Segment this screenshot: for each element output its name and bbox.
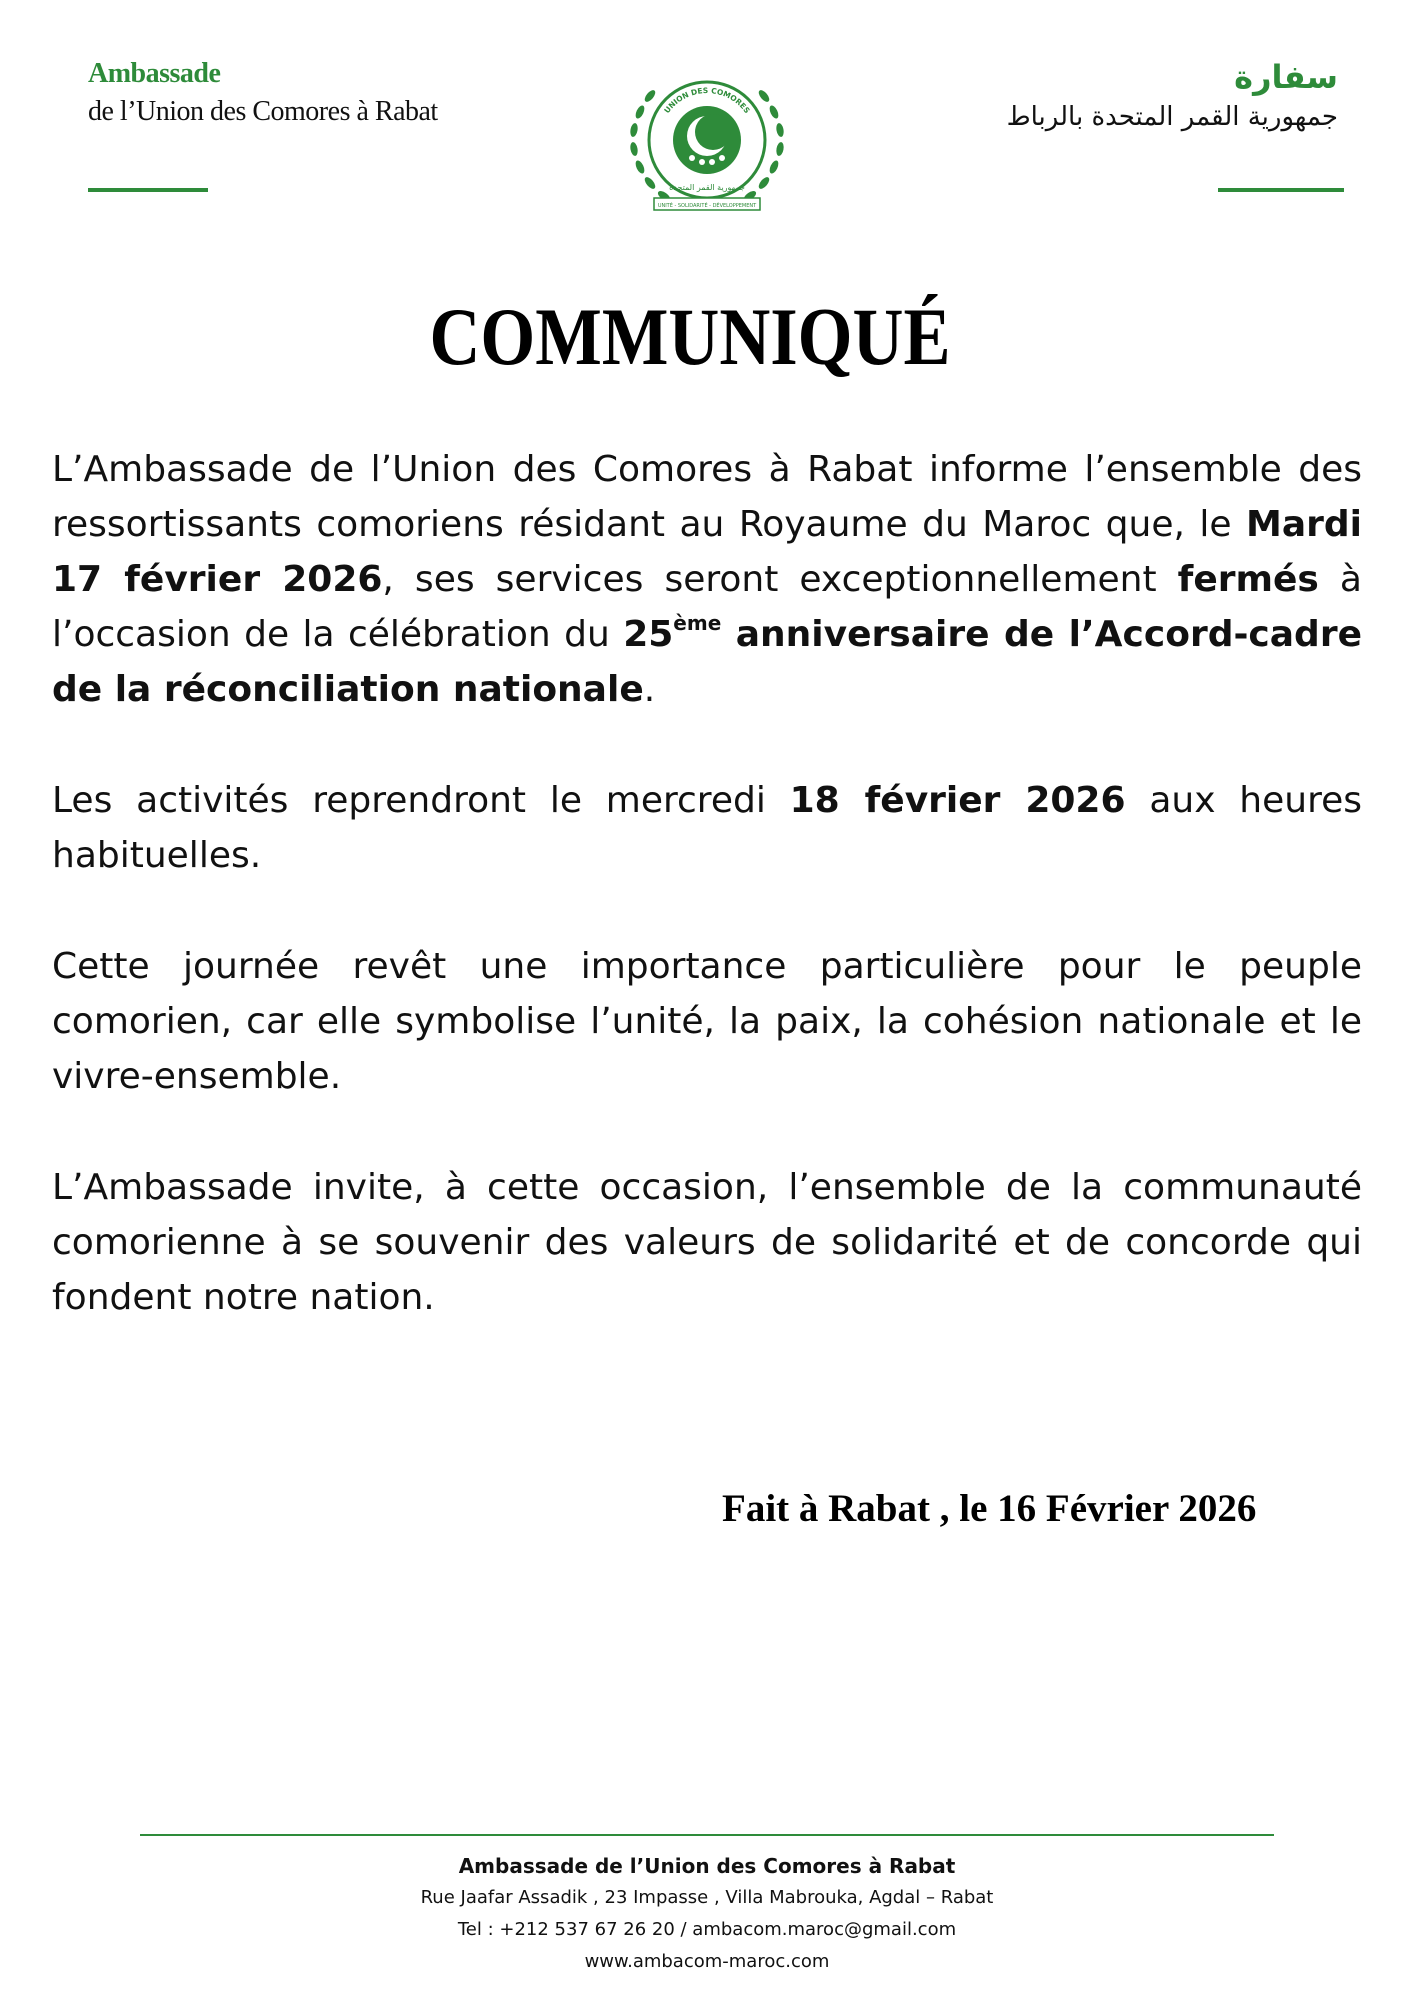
p1-anniversary-name: anniversaire de l’Accord-cadre de la réconciliation nationale — [52, 614, 1362, 710]
footer-contact: Tel : +212 537 67 26 20 / ambacom.maroc@gmail.com — [457, 1919, 957, 1940]
p1-anniversary-number: 25 — [623, 614, 674, 655]
p2-resume-date: 18 février 2026 — [789, 780, 1126, 821]
p1-text-3: à l’occasion de la célébration du — [52, 559, 1362, 655]
footer-address: Rue Jaafar Assadik , 23 Impasse , Villa Mabrouka, Agdal – Rabat — [420, 1887, 994, 1908]
header-left-title: Ambassade — [88, 58, 221, 89]
header-right — [1007, 58, 1338, 132]
page-title: COMMUNIQUÉ — [429, 291, 951, 382]
header-right-divider — [1218, 188, 1344, 192]
header-right-title: سفارة — [1234, 58, 1338, 96]
p1-text-4: . — [643, 669, 656, 710]
p1-closed-word: fermés — [1177, 559, 1319, 600]
emblem-arabic-text: جمهورية القمر المتحدة — [669, 183, 745, 192]
header-right-subtitle: جمهورية القمر المتحدة بالرباط — [1006, 102, 1338, 132]
footer-title: Ambassade de l’Union des Comores à Rabat — [458, 1854, 956, 1878]
comoros-emblem-icon — [612, 56, 802, 224]
signature-place-date: Fait à Rabat , le 16 Février 2026 — [722, 1487, 1257, 1530]
header-left — [88, 58, 438, 128]
paragraph-importance: Cette journée revêt une importance particulière pour le peuple comorien, car elle symbolise l’unité, la paix, la cohésion nationale et le vivre-ensemble. — [52, 946, 1362, 1097]
p1-text-1: L’Ambassade de l’Union des Comores à Rabat informe l’ensemble des ressortissants comoriens résidant au Royaume du Maroc que, le — [52, 449, 1362, 545]
p1-closure-date: Mardi 17 février 2026 — [52, 504, 1362, 600]
header-left-subtitle: de l’Union des Comores à Rabat — [88, 96, 438, 127]
footer-divider — [140, 1834, 1274, 1836]
p1-ordinal-suffix: ème — [673, 611, 722, 635]
paragraph-invitation: L’Ambassade invite, à cette occasion, l’ensemble de la communauté comorienne à se souvenir des valeurs de solidarité et de concorde qui fondent notre nation. — [52, 1167, 1362, 1318]
p2-text-1: Les activités reprendront le mercredi — [52, 780, 790, 821]
footer — [0, 1850, 1414, 1978]
emblem-motto-text: UNITÉ - SOLIDARITÉ - DÉVELOPPEMENT — [657, 203, 757, 209]
paragraph-resume — [52, 773, 1362, 883]
communique-body — [52, 442, 1362, 1381]
p1-text-2: , ses services seront exceptionnellement — [382, 559, 1178, 600]
emblem-top-text: UNION DES COMORES — [662, 85, 752, 115]
p2-text-2: aux heures habituelles. — [52, 780, 1362, 876]
paragraph-closure — [52, 442, 1362, 717]
header-left-divider — [88, 188, 208, 192]
footer-website-link[interactable]: www.ambacom-maroc.com — [584, 1951, 830, 1972]
